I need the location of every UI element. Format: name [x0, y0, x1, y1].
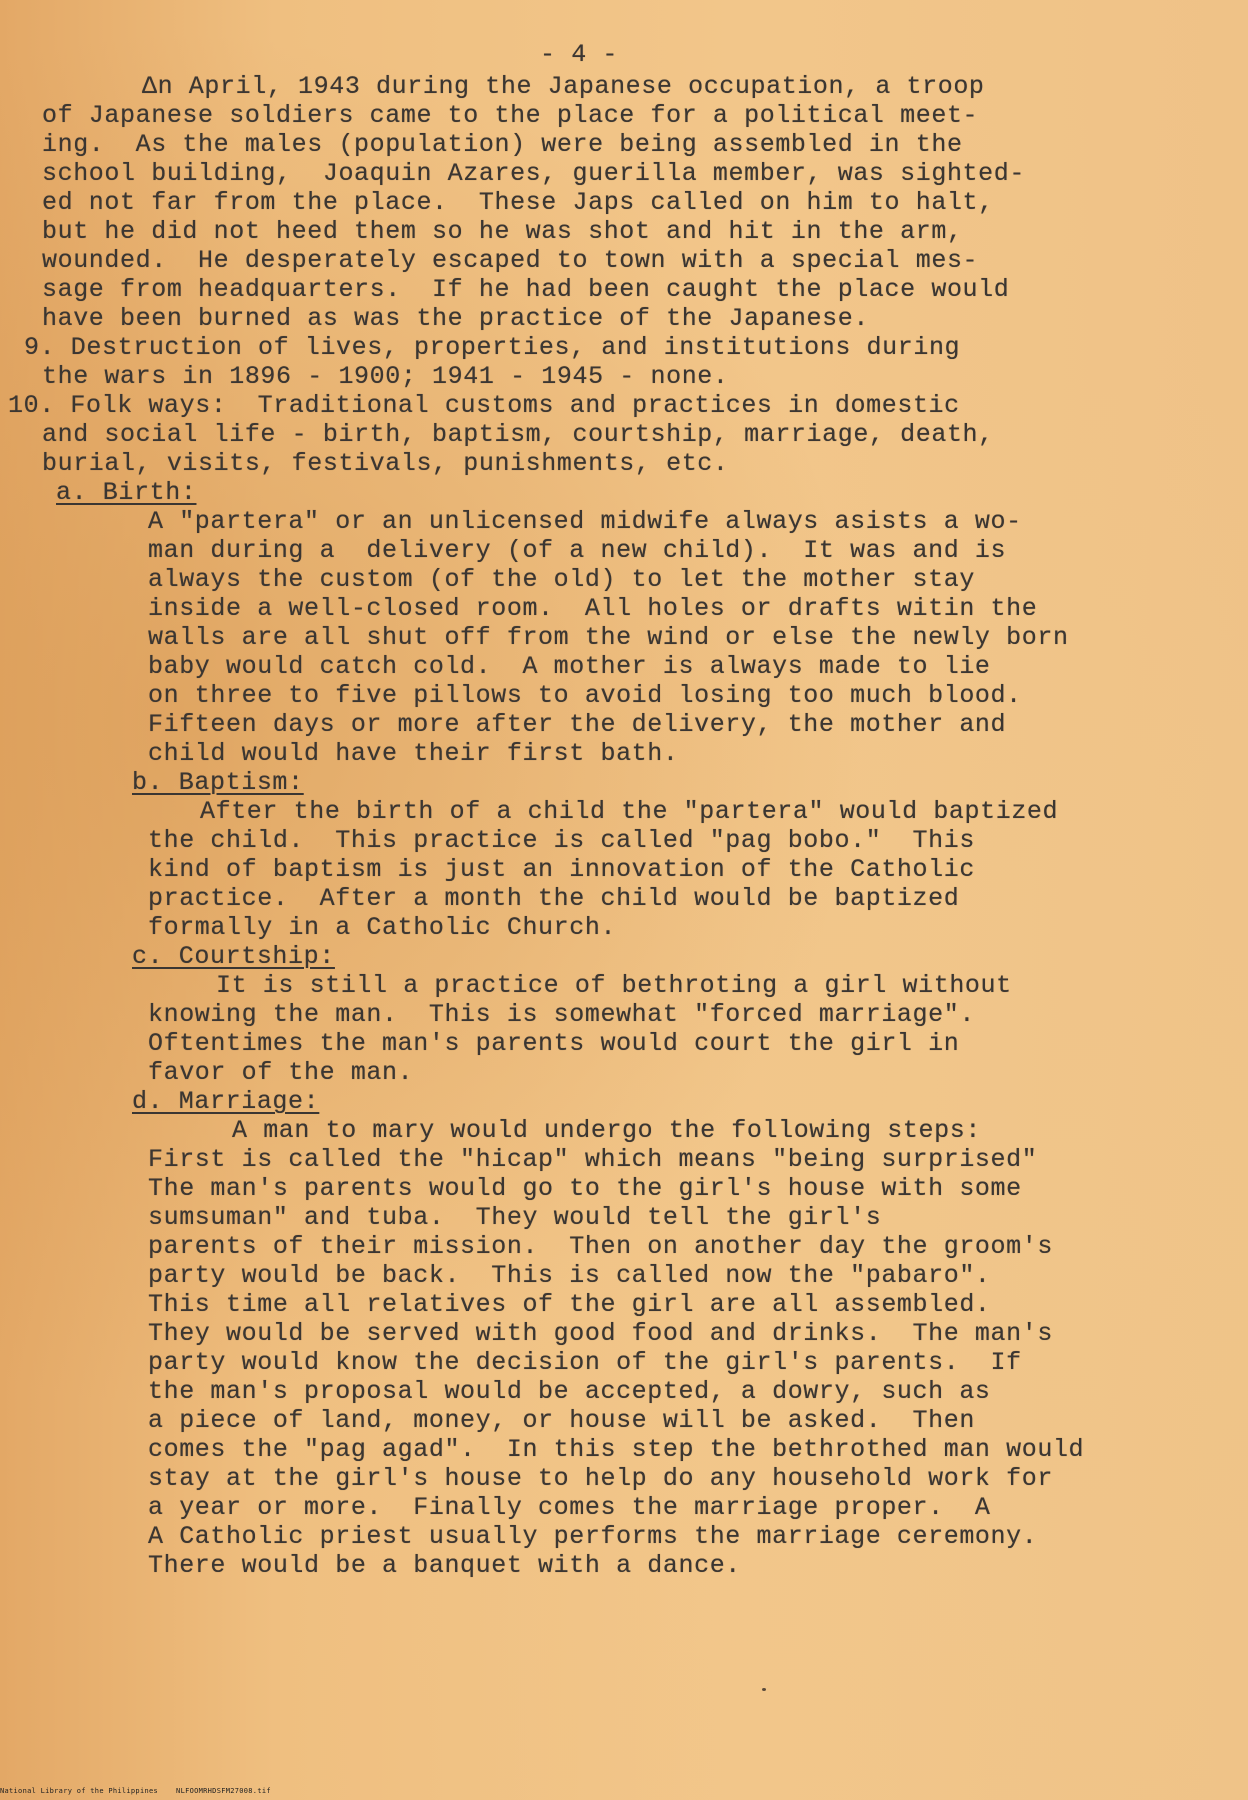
- text-line: on three to five pillows to avoid losing too much blood.: [148, 681, 1022, 710]
- archive-footer: National Library of the Philippines NLFOOMRHDSFM27008.tif: [0, 1787, 271, 1795]
- text-line: walls are all shut off from the wind or else the newly born: [148, 623, 1069, 652]
- text-line: sage from headquarters. If he had been caught the place would: [42, 275, 1010, 304]
- text-line: This time all relatives of the girl are all assembled.: [148, 1290, 991, 1319]
- text-line: always the custom (of the old) to let the mother stay: [148, 565, 975, 594]
- text-line: a year or more. Finally comes the marriage proper. A: [148, 1493, 991, 1522]
- text-line: a piece of land, money, or house will be asked. Then: [148, 1406, 975, 1435]
- text-line: parents of their mission. Then on another day the groom's: [148, 1232, 1053, 1261]
- text-line: First is called the "hicap" which means "being surprised": [148, 1145, 1038, 1174]
- text-line: wounded. He desperately escaped to town with a special mes-: [42, 246, 979, 275]
- text-line: 10. Folk ways: Traditional customs and practices in domestic: [8, 391, 960, 420]
- text-line: Fifteen days or more after the delivery, the mother and: [148, 710, 1007, 739]
- text-line: ed not far from the place. These Japs called on him to halt,: [42, 188, 994, 217]
- text-line: inside a well-closed room. All holes or drafts witin the: [148, 594, 1038, 623]
- text-line: There would be a banquet with a dance.: [148, 1551, 741, 1580]
- text-line: It is still a practice of bethroting a girl without: [216, 971, 1012, 1000]
- text-line: stay at the girl's house to help do any household work for: [148, 1464, 1053, 1493]
- text-line: A man to mary would undergo the following steps:: [232, 1116, 981, 1145]
- paper-speck: [762, 1688, 766, 1691]
- section-heading-baptism: b. Baptism:: [132, 768, 304, 797]
- text-line: The man's parents would go to the girl's house with some: [148, 1174, 1022, 1203]
- text-line: formally in a Catholic Church.: [148, 913, 617, 942]
- text-line: have been burned as was the practice of the Japanese.: [42, 304, 869, 333]
- text-line: comes the "pag agad". In this step the bethrothed man would: [148, 1435, 1085, 1464]
- text-line: A "partera" or an unlicensed midwife always asists a wo-: [148, 507, 1022, 536]
- text-line: knowing the man. This is somewhat "forced marriage".: [148, 1000, 975, 1029]
- text-line: and social life - birth, baptism, courtship, marriage, death,: [42, 420, 994, 449]
- text-line: sumsuman" and tuba. They would tell the girl's: [148, 1203, 882, 1232]
- text-line: After the birth of a child the "partera" would baptized: [200, 797, 1059, 826]
- text-line: baby would catch cold. A mother is always made to lie: [148, 652, 991, 681]
- text-line: practice. After a month the child would be baptized: [148, 884, 960, 913]
- text-line: Oftentimes the man's parents would court the girl in: [148, 1029, 960, 1058]
- text-line: favor of the man.: [148, 1058, 414, 1087]
- page-number: - 4 -: [540, 40, 619, 69]
- text-line: school building, Joaquin Azares, guerilla member, was sighted-: [42, 159, 1025, 188]
- text-line: but he did not heed them so he was shot and hit in the arm,: [42, 217, 963, 246]
- section-heading-courtship: c. Courtship:: [132, 942, 335, 971]
- text-line: They would be served with good food and drinks. The man's: [148, 1319, 1053, 1348]
- text-line: 9. Destruction of lives, properties, and institutions during: [24, 333, 961, 362]
- text-line: ing. As the males (population) were being assembled in the: [42, 130, 963, 159]
- text-line: the man's proposal would be accepted, a dowry, such as: [148, 1377, 991, 1406]
- text-line: the child. This practice is called "pag bobo." This: [148, 826, 975, 855]
- text-line: of Japanese soldiers came to the place for a political meet-: [42, 101, 979, 130]
- text-line: burial, visits, festivals, punishments, etc.: [42, 449, 729, 478]
- text-line: man during a delivery (of a new child). It was and is: [148, 536, 1007, 565]
- text-line: child would have their first bath.: [148, 739, 679, 768]
- section-heading-marriage: d. Marriage:: [132, 1087, 320, 1116]
- text-line: A Catholic priest usually performs the marriage ceremony.: [148, 1522, 1038, 1551]
- text-line: party would be back. This is called now the "pabaro".: [148, 1261, 991, 1290]
- text-line: kind of baptism is just an innovation of the Catholic: [148, 855, 975, 884]
- text-line: party would know the decision of the girl's parents. If: [148, 1348, 1022, 1377]
- text-line: Δn April, 1943 during the Japanese occupation, a troop: [142, 72, 985, 101]
- section-heading-birth: a. Birth:: [56, 478, 197, 507]
- text-line: the wars in 1896 - 1900; 1941 - 1945 - none.: [42, 362, 729, 391]
